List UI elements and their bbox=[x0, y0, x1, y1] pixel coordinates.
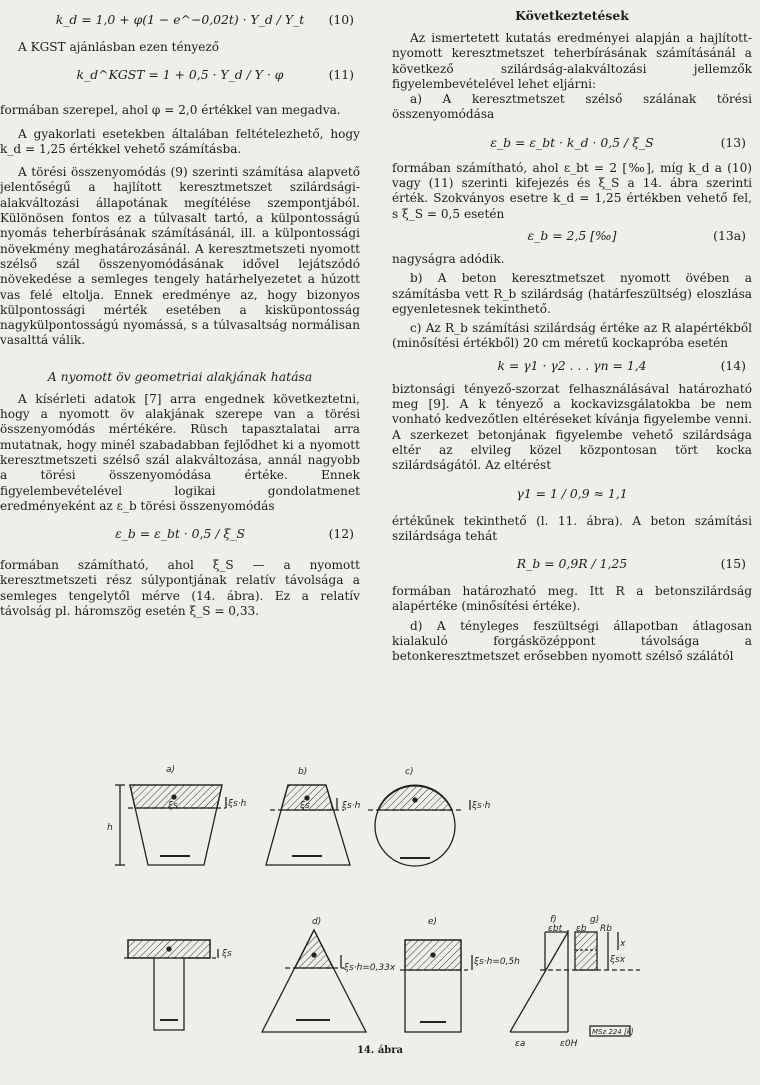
label-ea: εa bbox=[515, 1039, 526, 1049]
equation-15: R_b = 0,9R / 1,25 (15) bbox=[516, 556, 746, 572]
label-x: x bbox=[620, 939, 626, 949]
paragraph: b) A beton keresztmetszet nyomott övében a számításba vett R_b szilárdság (határfeszültség) eloszlása egyenletesnek tekinthető. bbox=[392, 271, 752, 316]
label-ebt: εbt bbox=[548, 924, 563, 934]
equation-gamma1: γ1 = 1 / 0,9 ≈ 1,1 bbox=[516, 485, 628, 501]
label-rb: Rb bbox=[600, 924, 612, 934]
figure-caption: 14. ábra bbox=[356, 1045, 404, 1056]
paragraph: d) A tényleges feszültségi állapotban átlagosan kialakuló forgásközéppont távolsága a betonkeresztmetszet erősebben nyomott szélső szálától bbox=[392, 618, 752, 664]
label-b: b) bbox=[298, 767, 308, 777]
section-e bbox=[400, 940, 472, 1032]
section-a bbox=[115, 785, 226, 865]
label-xs-a: ξs bbox=[168, 801, 178, 811]
label-g: g) bbox=[590, 915, 600, 925]
section-b bbox=[266, 785, 350, 865]
paragraph: A KGST ajánlásban ezen tényező bbox=[18, 40, 220, 54]
equation-11: k_d^KGST = 1 + 0,5 · Y_d / Y · φ (11) bbox=[76, 67, 354, 83]
paragraph: a) A keresztmetszet szélső szálának törési összenyomódása bbox=[392, 92, 752, 122]
paragraph: biztonsági tényező-szorzat felhasználásával határozható meg [9]. A k tényező a kockavizsgálatokba be nem vonható kedvezőtlen eltéréseket kívánja figyelembe venni. A szerkezet betonjának figyelembe vehető szilárdsága eltér az elvileg közel központosan tört kocka szilárdságától. Az eltérést bbox=[392, 381, 752, 473]
paragraph: Az ismertetett kutatás eredményei alapján a hajlított-nyomott keresztmetszet teherbírásának számításánál a következő szilárdság-alakváltozási jellemzők figyelembevételével lehet eljárni: bbox=[392, 31, 752, 91]
left-column bbox=[0, 0, 360, 619]
equation-12: ε_b = ε_bt · 0,5 / ξ_S (12) bbox=[115, 526, 354, 542]
section-heading: Következtetések bbox=[515, 8, 629, 23]
label-xsh05: ξs·h=0,5h bbox=[474, 957, 520, 967]
label-xs-t: ξs bbox=[222, 949, 232, 959]
paragraph: formában számítható, ahol ε_bt = 2 [‰], míg k_d a (10) vagy (11) szerinti kifejezés és ξ_S a 14. ábra szerinti érték. Szokványos esetre k_d = 1,25 értékben vehető fel, s ξ_S = 0,5 esetén bbox=[392, 160, 752, 221]
label-xsx: ξsx bbox=[610, 955, 626, 965]
label-h: h bbox=[107, 823, 113, 833]
equation-13: ε_b = ε_bt · k_d · 0,5 / ξ_S (13) bbox=[490, 134, 746, 150]
label-eb: εb bbox=[576, 924, 587, 934]
paragraph: értékűnek tekinthető (l. 11. ábra). A beton számítási szilárdsága tehát bbox=[392, 513, 752, 543]
equation-10: k_d = 1,0 + φ(1 − e^−0,02t) · Y_d / Y_t (10) bbox=[55, 12, 354, 27]
label-d: d) bbox=[312, 917, 322, 927]
paragraph: A törési összenyomódás (9) szerinti számítása alapvető jelentőségű a hajlított keresztmetszet szilárdsági-alakváltozási állapotának megítélése szempontjából. Különösen fontos ez a túlvasalt tartó, a külpontosságú nyomás teherbírásának számításánál, ill. a külpontossági növekmény meghatározásánál. A keresztmetszeti nyomott szélső szál összenyomódásának idővel lejátszódó növekedése a semleges tengely határhelyezetet a húzott vas felé eltolja. Ennek eredménye az, hogy bizonyos külpontossági mérték esetében a kisküpontosság nagykülpontosságú nyomássá, s a túlvasaltság normálisan vasalttá válik. bbox=[0, 165, 360, 348]
label-xsh-a: ξs·h bbox=[228, 799, 247, 809]
equation-14: k = γ1 · γ2 . . . γn = 1,4 (14) bbox=[497, 357, 746, 373]
label-xsh-c: ξs·h bbox=[472, 801, 491, 811]
label-f: f) bbox=[550, 915, 557, 925]
paragraph: A gyakorlati esetekben általában feltételezhető, hogy k_d = 1,25 értékkel vehető számításba. bbox=[0, 126, 360, 156]
equation-13a: ε_b = 2,5 [‰] (13a) bbox=[527, 227, 746, 243]
paragraph: formában számítható, ahol ξ_S — a nyomott keresztmetszeti rész súlypontjának relatív távolsága a semleges tengelytől mérve (14. ábra). Ez a relatív távolság pl. háromszög esetén ξ_S = 0,33. bbox=[0, 558, 360, 619]
paragraph: c) Az R_b számítási szilárdság értéke az R alapértékből (minősítési értékből) 20 cm méretű kockapróba esetén bbox=[392, 321, 752, 351]
paragraph: formában szerepel, ahol φ = 2,0 értékkel van megadva. bbox=[0, 103, 341, 118]
section-heading: A nyomott öv geometriai alakjának hatása bbox=[47, 368, 313, 384]
label-xs-b: ξs bbox=[300, 801, 310, 811]
paragraph: A kísérleti adatok [7] arra engednek következtetni, hogy a nyomott öv alakjának szerepe van a törési összenyomódás mértékére. Rüsch tapasztalatai arra mutatnak, hogy minél szabadabban fejlődhet ki a nyomott keresztmetszeti szélső szál alakváltozása, annál nagyobb a törési összenyomódása értéke. Ennek figyelembevételével logikai gondolatmenet eredményeként az ε_b törési összenyomódás bbox=[0, 391, 360, 513]
label-a: a) bbox=[166, 765, 176, 775]
label-c: c) bbox=[405, 767, 414, 777]
right-column bbox=[392, 0, 752, 665]
section-t bbox=[124, 940, 218, 1030]
figure-14 bbox=[0, 750, 760, 1050]
paragraph: formában határozható meg. Itt R a betonszilárdság alapértéke (minősítési értéke). bbox=[392, 584, 752, 614]
section-d bbox=[262, 930, 366, 1032]
label-code: MSz 224 [k] bbox=[592, 1028, 634, 1036]
section-c bbox=[368, 785, 470, 866]
label-e: e) bbox=[428, 917, 438, 927]
label-xsh-b: ξs·h bbox=[342, 801, 361, 811]
label-xsh033: ξs·h=0,33x bbox=[344, 963, 396, 973]
paragraph: nagyságra adódik. bbox=[392, 251, 505, 266]
label-e0h: ε0H bbox=[560, 1039, 578, 1049]
